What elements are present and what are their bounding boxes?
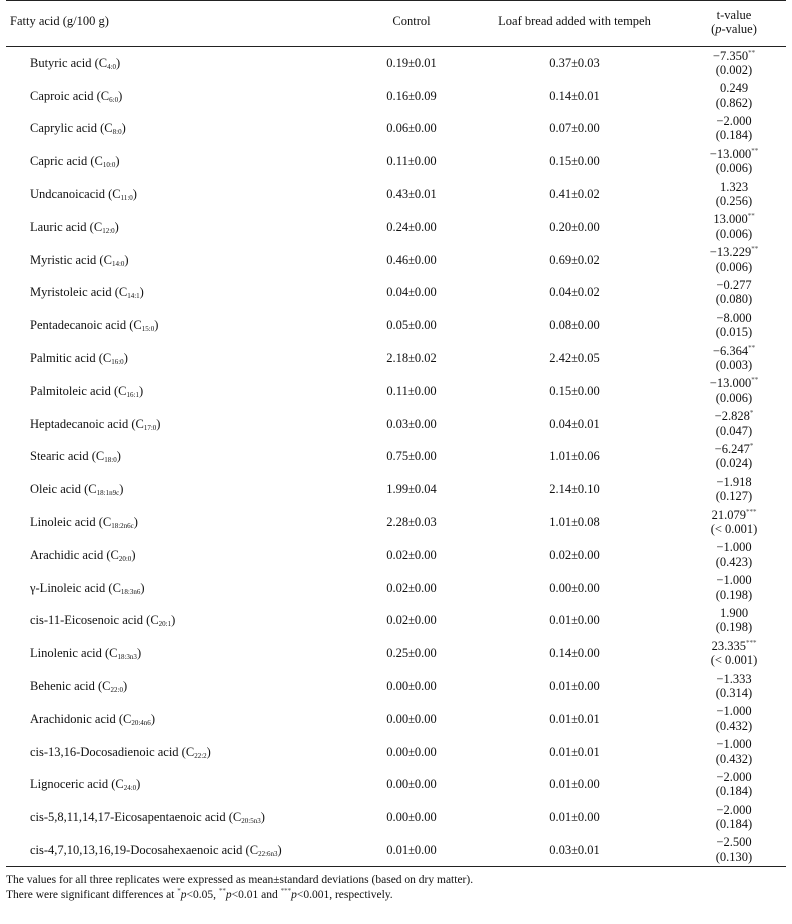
footnote-line-1: The values for all three replicates were expressed as mean±standard deviations (based on dry matter). bbox=[6, 873, 474, 886]
tempeh-value: 0.07±0.00 bbox=[549, 121, 600, 136]
fatty-acid-label: Linoleic acid (C bbox=[30, 515, 112, 530]
t-value-cell bbox=[682, 670, 786, 703]
t-value-cell bbox=[682, 571, 786, 604]
control-value: 0.00±0.00 bbox=[386, 711, 437, 726]
table-row bbox=[6, 210, 786, 243]
fatty-acid-label: Butyric acid (C bbox=[30, 56, 108, 71]
footnote-p: p bbox=[291, 888, 297, 901]
footnote-sig-2: ** bbox=[218, 886, 226, 895]
control-value: 0.02±0.00 bbox=[386, 613, 437, 628]
t-value: −1.918 bbox=[716, 474, 752, 489]
control-value: 0.16±0.09 bbox=[386, 88, 437, 103]
p-value: (0.006) bbox=[715, 226, 753, 241]
t-value-cell bbox=[682, 440, 786, 473]
fatty-acid-label: Palmitic acid (C bbox=[30, 351, 112, 366]
t-value-cell bbox=[682, 473, 786, 506]
table-header-row bbox=[6, 1, 786, 47]
fatty-acid-subscript: 17:0 bbox=[143, 423, 157, 432]
fatty-acid-subscript: 14:0 bbox=[111, 259, 125, 268]
fatty-acid-label: Arachidonic acid (C bbox=[30, 711, 132, 726]
p-value: (0.184) bbox=[715, 817, 753, 832]
p-value: (0.130) bbox=[715, 849, 753, 864]
fatty-acid-label: Behenic acid (C bbox=[30, 679, 111, 694]
fatty-acid-name: Butyric acid $(C_{4:0})$ bbox=[30, 56, 121, 72]
t-value-cell bbox=[682, 79, 786, 112]
fatty-acid-label: cis-13,16-Docosadienoic acid (C bbox=[30, 744, 195, 759]
t-value: −13.000 bbox=[709, 146, 752, 161]
significance-mark: ** bbox=[747, 212, 755, 221]
p-value: (0.256) bbox=[715, 194, 753, 209]
fatty-acid-label: Myristic acid (C bbox=[30, 252, 112, 267]
control-value: 0.46±0.00 bbox=[386, 252, 437, 267]
t-value: 1.323 bbox=[719, 179, 749, 194]
t-value: 13.000 bbox=[713, 212, 748, 227]
fatty-acid-label: Caprylic acid (C bbox=[30, 121, 113, 136]
fatty-acid-subscript: 22:6n3 bbox=[258, 849, 278, 858]
fatty-acid-name: Caproic acid $(C_{6:0})$ bbox=[30, 88, 123, 104]
tempeh-value: 0.14±0.00 bbox=[549, 646, 600, 661]
fatty-acid-subscript: 20:4n6 bbox=[131, 718, 151, 727]
p-value: (0.127) bbox=[715, 489, 753, 504]
significance-mark: ** bbox=[751, 376, 759, 385]
tempeh-value: 0.14±0.01 bbox=[549, 88, 600, 103]
header-fatty-acid: Fatty acid (g/100 g) bbox=[6, 1, 356, 47]
tempeh-value: 0.03±0.01 bbox=[467, 834, 682, 867]
control-value: 0.75±0.00 bbox=[386, 449, 437, 464]
p-value: (0.006) bbox=[715, 259, 753, 274]
fatty-acid-label: Lauric acid (C bbox=[30, 219, 103, 234]
t-value-cell bbox=[682, 834, 786, 867]
fatty-acid-name: Lignoceric acid $(C_{24:0})$ bbox=[30, 777, 141, 793]
control-value: 0.05±0.00 bbox=[386, 318, 437, 333]
fatty-acid-name: Myristoleic acid $(C_{14:1})$ bbox=[30, 285, 144, 301]
tempeh-value: 0.37±0.03 bbox=[549, 56, 600, 71]
tempeh-value: 0.01±0.00 bbox=[549, 613, 600, 628]
t-value: −13.000 bbox=[709, 376, 752, 391]
control-value: 0.24±0.00 bbox=[386, 219, 437, 234]
fatty-acid-subscript: 4:0 bbox=[107, 63, 117, 72]
control-value: 0.00±0.00 bbox=[386, 777, 437, 792]
fatty-acid-name: Linolenic acid $(C_{18:3n3})$ bbox=[30, 646, 142, 662]
table-row bbox=[6, 374, 786, 407]
control-value: 0.03±0.00 bbox=[386, 416, 437, 431]
t-value-cell bbox=[682, 243, 786, 276]
footnote-text: <0.01 and bbox=[231, 888, 281, 901]
tempeh-value: 0.20±0.00 bbox=[549, 219, 600, 234]
fatty-acid-subscript: 24:0 bbox=[123, 784, 137, 793]
t-value-cell bbox=[682, 768, 786, 801]
table-row bbox=[6, 407, 786, 440]
fatty-acid-subscript: 6:0 bbox=[109, 95, 119, 104]
fatty-acid-subscript: 20:0 bbox=[118, 554, 132, 563]
fatty-acid-label: Undcanoicacid (C bbox=[30, 187, 121, 202]
control-value: 0.01±0.00 bbox=[356, 834, 467, 867]
tempeh-value: 0.69±0.02 bbox=[549, 252, 600, 267]
significance-mark: * bbox=[749, 441, 754, 450]
p-value: (0.432) bbox=[715, 751, 753, 766]
footnote-sig-1: * bbox=[177, 886, 181, 895]
control-value: 0.00±0.00 bbox=[386, 744, 437, 759]
fatty-acid-name: Lauric acid $(C_{12:0})$ bbox=[30, 219, 119, 235]
tempeh-value: 0.15±0.00 bbox=[549, 154, 600, 169]
table-row bbox=[6, 309, 786, 342]
footnote-sig-3: *** bbox=[280, 886, 292, 895]
p-value: (0.002) bbox=[715, 63, 753, 78]
t-value-cell bbox=[682, 702, 786, 735]
header-tempeh: Loaf bread added with tempeh bbox=[467, 1, 682, 47]
fatty-acid-subscript: 10:0 bbox=[102, 161, 116, 170]
t-value: 1.900 bbox=[719, 605, 749, 620]
control-value: 2.28±0.03 bbox=[386, 515, 437, 530]
fatty-acid-subscript: 18:3n3 bbox=[117, 653, 137, 662]
p-value: (< 0.001) bbox=[710, 653, 758, 668]
t-value: 23.335 bbox=[711, 638, 746, 653]
table-row bbox=[6, 801, 786, 834]
p-value: (0.432) bbox=[715, 718, 753, 733]
significance-mark: * bbox=[749, 409, 754, 418]
tempeh-value: 0.01±0.01 bbox=[549, 744, 600, 759]
t-value: −2.500 bbox=[716, 835, 752, 850]
table-row bbox=[6, 735, 786, 768]
fatty-acid-subscript: 12:0 bbox=[102, 226, 115, 235]
t-value-cell bbox=[682, 210, 786, 243]
footnote-p: p bbox=[180, 888, 187, 901]
fatty-acid-label: Palmitoleic acid (C bbox=[30, 383, 127, 398]
t-value-cell bbox=[682, 637, 786, 670]
tempeh-value: 0.01±0.00 bbox=[549, 777, 600, 792]
fatty-acid-label: Stearic acid (C bbox=[30, 449, 105, 464]
p-value: (0.198) bbox=[715, 620, 753, 635]
table-row bbox=[6, 243, 786, 276]
control-value: 2.18±0.02 bbox=[386, 351, 437, 366]
p-value: (0.423) bbox=[715, 554, 753, 569]
fatty-acid-label: Linolenic acid (C bbox=[30, 646, 118, 661]
table-row bbox=[6, 79, 786, 112]
t-value: −8.000 bbox=[716, 310, 752, 325]
fatty-acid-subscript: 18:3n6 bbox=[120, 587, 141, 596]
t-value-cell bbox=[682, 342, 786, 375]
t-value: −0.277 bbox=[716, 277, 752, 292]
p-value: (0.003) bbox=[715, 358, 753, 373]
t-value-cell bbox=[682, 604, 786, 637]
control-value: 0.11±0.00 bbox=[386, 383, 437, 398]
significance-mark: *** bbox=[745, 507, 757, 516]
fatty-acid-subscript: 14:1 bbox=[127, 292, 140, 301]
header-p-rest: -value) bbox=[721, 22, 757, 36]
fatty-acid-name: Linoleic acid $(C_{18:2n6c})$ bbox=[30, 515, 138, 531]
table-container bbox=[6, 0, 786, 903]
p-value: (0.015) bbox=[715, 325, 753, 340]
fatty-acid-subscript: 22:0 bbox=[110, 686, 123, 695]
header-control: Control bbox=[356, 1, 467, 47]
fatty-acid-label: γ-Linoleic acid (C bbox=[30, 580, 121, 595]
significance-mark: *** bbox=[745, 638, 757, 647]
control-value: 0.00±0.00 bbox=[386, 810, 437, 825]
p-value: (0.024) bbox=[715, 456, 753, 471]
fatty-acid-label: Capric acid (C bbox=[30, 154, 103, 169]
control-value: 0.06±0.00 bbox=[386, 121, 437, 136]
footnote-p: p bbox=[225, 888, 232, 901]
significance-mark: ** bbox=[748, 48, 756, 57]
fatty-acid-subscript: 18:0 bbox=[104, 456, 117, 465]
tempeh-value: 1.01±0.06 bbox=[549, 449, 600, 464]
fatty-acid-label: cis-4,7,10,13,16,19-Docosahexaenoic acid (C bbox=[30, 842, 259, 857]
fatty-acid-label: Pentadecanoic acid (C bbox=[30, 318, 142, 333]
t-value: −1.000 bbox=[716, 540, 752, 555]
t-value-cell bbox=[682, 801, 786, 834]
fatty-acid-name: Palmitic acid $(C_{16:0})$ bbox=[30, 351, 128, 367]
table-row bbox=[6, 276, 786, 309]
fatty-acid-label: Myristoleic acid (C bbox=[30, 285, 128, 300]
t-value: −1.000 bbox=[716, 573, 752, 588]
fatty-acid-name: Undcanoicacid $(C_{11:0})$ bbox=[30, 187, 137, 203]
p-value: (< 0.001) bbox=[710, 522, 758, 537]
t-value: −1.000 bbox=[716, 704, 752, 719]
fatty-acid-name: Myristic acid $(C_{14:0})$ bbox=[30, 252, 129, 268]
table-footnotes bbox=[6, 873, 786, 903]
table-row bbox=[6, 440, 786, 473]
fatty-acid-subscript: 18:2n6c bbox=[111, 522, 134, 531]
tempeh-value: 1.01±0.08 bbox=[549, 515, 600, 530]
fatty-acid-name: Pentadecanoic acid $(C_{15:0})$ bbox=[30, 318, 159, 334]
tempeh-value: 0.41±0.02 bbox=[549, 187, 600, 202]
tempeh-value: 0.01±0.01 bbox=[549, 711, 600, 726]
t-value-cell bbox=[682, 407, 786, 440]
table-row bbox=[6, 112, 786, 145]
fatty-acid-name: Caprylic acid $(C_{8:0})$ bbox=[30, 121, 126, 137]
p-value: (0.862) bbox=[715, 95, 753, 110]
t-value: −6.364 bbox=[712, 343, 749, 358]
t-value-cell bbox=[682, 112, 786, 145]
fatty-acid-label: Oleic acid (C bbox=[30, 482, 97, 497]
fatty-acid-label: cis-5,8,11,14,17-Eicosapentaenoic acid (C bbox=[30, 810, 242, 825]
fatty-acid-name: Heptadecanoic acid $(C_{17:0})$ bbox=[30, 416, 161, 432]
fatty-acid-name: cis-11-Eicosenoic acid $(C_{20:1})$ bbox=[30, 613, 176, 629]
control-value: 0.25±0.00 bbox=[386, 646, 437, 661]
p-value: (0.198) bbox=[715, 587, 753, 602]
control-value: 0.04±0.00 bbox=[386, 285, 437, 300]
t-value-cell bbox=[682, 276, 786, 309]
table-row bbox=[6, 178, 786, 211]
table-row bbox=[6, 145, 786, 178]
fatty-acid-subscript: 20:1 bbox=[158, 620, 172, 629]
control-value: 1.99±0.04 bbox=[386, 482, 437, 497]
fatty-acid-subscript: 22:2 bbox=[194, 751, 207, 760]
p-value: (0.006) bbox=[715, 390, 753, 405]
t-value: −7.350 bbox=[712, 48, 749, 63]
footnote-text: <0.001, respectively. bbox=[296, 888, 393, 901]
t-value-cell bbox=[682, 374, 786, 407]
t-value: −2.000 bbox=[716, 113, 752, 128]
significance-mark: ** bbox=[748, 343, 756, 352]
fatty-acid-label: Lignoceric acid (C bbox=[30, 777, 124, 792]
table-row bbox=[6, 571, 786, 604]
table-row bbox=[6, 670, 786, 703]
p-value: (0.080) bbox=[715, 292, 753, 307]
table-row bbox=[6, 768, 786, 801]
t-value-cell bbox=[682, 538, 786, 571]
tempeh-value: 2.14±0.10 bbox=[549, 482, 600, 497]
fatty-acid-name: Palmitoleic acid $(C_{16:1})$ bbox=[30, 383, 144, 399]
t-value: −1.000 bbox=[716, 737, 752, 752]
t-value-cell bbox=[682, 309, 786, 342]
table-row bbox=[6, 47, 786, 80]
control-value: 0.02±0.00 bbox=[386, 547, 437, 562]
fatty-acid-subscript: 8:0 bbox=[112, 128, 122, 137]
tempeh-value: 2.42±0.05 bbox=[549, 351, 600, 366]
table-row bbox=[6, 637, 786, 670]
fatty-acid-name: Arachidic acid $(C_{20:0})$ bbox=[30, 547, 136, 563]
t-value-cell bbox=[682, 506, 786, 539]
tempeh-value: 0.08±0.00 bbox=[549, 318, 600, 333]
table-row bbox=[6, 473, 786, 506]
fatty-acid-subscript: 16:0 bbox=[111, 358, 124, 367]
t-value: −1.333 bbox=[716, 671, 752, 686]
control-value: 0.02±0.00 bbox=[386, 580, 437, 595]
fatty-acid-name: γ-Linoleic acid $(C_{18:3n6})$ bbox=[30, 580, 145, 596]
control-value: 0.19±0.01 bbox=[386, 56, 437, 71]
tempeh-value: 0.04±0.02 bbox=[549, 285, 600, 300]
tempeh-value: 0.02±0.00 bbox=[549, 547, 600, 562]
footnote-line-2 bbox=[6, 888, 786, 903]
header-p-letter: p bbox=[715, 22, 722, 36]
p-value: (0.006) bbox=[715, 161, 753, 176]
fatty-acid-subscript: 15:0 bbox=[141, 325, 155, 334]
p-value: (0.314) bbox=[715, 686, 753, 701]
control-value: 0.11±0.00 bbox=[386, 154, 437, 169]
t-value: −2.000 bbox=[716, 769, 752, 784]
fatty-acid-label: Heptadecanoic acid (C bbox=[30, 416, 144, 431]
control-value: 0.43±0.01 bbox=[386, 187, 437, 202]
t-value-cell bbox=[682, 145, 786, 178]
t-value: 0.249 bbox=[719, 81, 749, 96]
t-value: −6.247 bbox=[714, 441, 750, 456]
p-value: (0.184) bbox=[715, 784, 753, 799]
fatty-acid-subscript: 18:1n9c bbox=[96, 489, 120, 498]
t-value-cell bbox=[682, 47, 786, 80]
tempeh-value: 0.01±0.00 bbox=[549, 810, 600, 825]
t-value: −2.828 bbox=[714, 409, 750, 424]
fatty-acid-name: cis-5,8,11,14,17-Eicosapentaenoic acid $(C_{20:5n3})$ bbox=[30, 810, 265, 826]
tempeh-value: 0.15±0.00 bbox=[549, 383, 600, 398]
table-row bbox=[6, 506, 786, 539]
fatty-acid-name: Oleic acid $(C_{18:1n9c})$ bbox=[30, 482, 124, 498]
control-value: 0.00±0.00 bbox=[386, 679, 437, 694]
fatty-acid-name: Behenic acid $(C_{22:0})$ bbox=[30, 679, 128, 695]
fatty-acid-label: Arachidic acid (C bbox=[30, 547, 119, 562]
header-t-value: t-value (p-value) bbox=[682, 1, 786, 47]
t-value: −2.000 bbox=[716, 802, 752, 817]
fatty-acid-subscript: 20:5n3 bbox=[241, 817, 261, 826]
fatty-acid-name: cis-4,7,10,13,16,19-Docosahexaenoic acid $(C_{22:6n3})$ bbox=[6, 834, 356, 867]
footnote-text: <0.05, bbox=[186, 888, 219, 901]
fatty-acid-label: Caproic acid (C bbox=[30, 88, 110, 103]
significance-mark: ** bbox=[751, 245, 759, 254]
t-value-cell bbox=[682, 735, 786, 768]
tempeh-value: 0.00±0.00 bbox=[549, 580, 600, 595]
tempeh-value: 0.01±0.00 bbox=[549, 679, 600, 694]
t-value: 21.079 bbox=[711, 507, 746, 522]
table-row bbox=[6, 702, 786, 735]
tempeh-value: 0.04±0.01 bbox=[549, 416, 600, 431]
table-row bbox=[6, 604, 786, 637]
header-t-value-line1: t-value bbox=[716, 8, 752, 22]
table-row bbox=[6, 834, 786, 867]
p-value: (0.184) bbox=[715, 128, 753, 143]
fatty-acid-subscript: 11:0 bbox=[120, 194, 133, 203]
table-row bbox=[6, 342, 786, 375]
fatty-acid-name: cis-13,16-Docosadienoic acid $(C_{22:2})$ bbox=[30, 744, 211, 760]
fatty-acid-label: cis-11-Eicosenoic acid (C bbox=[30, 613, 159, 628]
t-value-cell bbox=[682, 178, 786, 211]
fatty-acid-name: Arachidonic acid $(C_{20:4n6})$ bbox=[30, 711, 155, 727]
table-row bbox=[6, 538, 786, 571]
fatty-acid-name: Stearic acid $(C_{18:0})$ bbox=[30, 449, 121, 465]
fatty-acid-table bbox=[6, 0, 786, 867]
fatty-acid-subscript: 16:1 bbox=[126, 390, 139, 399]
significance-mark: ** bbox=[751, 146, 759, 155]
fatty-acid-name: Capric acid $(C_{10:0})$ bbox=[30, 154, 120, 170]
p-value: (0.047) bbox=[715, 423, 753, 438]
footnote-text: There were significant differences at bbox=[6, 888, 178, 901]
t-value: −13.229 bbox=[709, 245, 752, 260]
